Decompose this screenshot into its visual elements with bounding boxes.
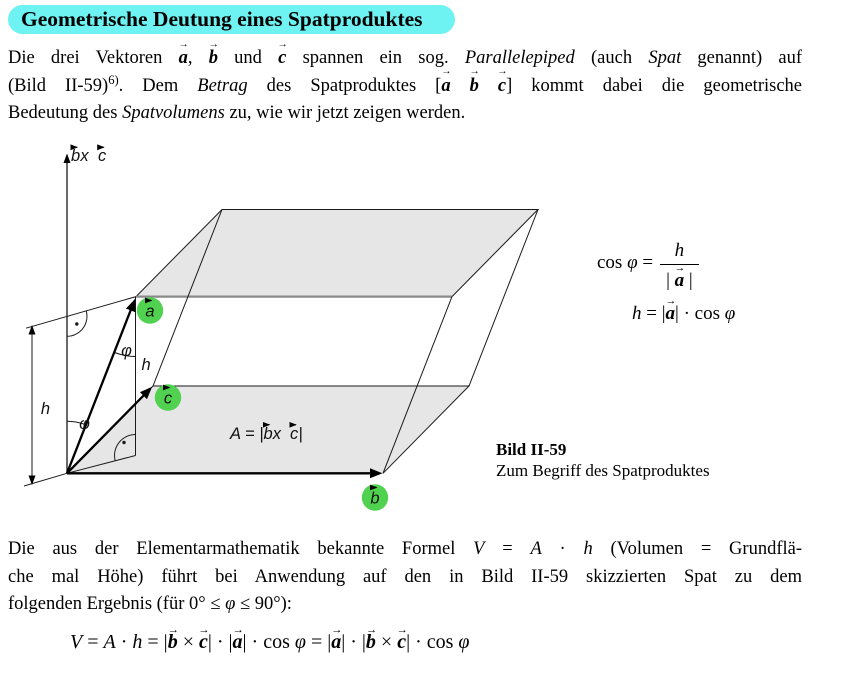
- volume-formula: V = A · h = |b → × c →| · |a →| · cos φ = |a →| · |b → × c →| · cos φ: [70, 631, 469, 654]
- figure-caption: [496, 440, 710, 481]
- body-line-1: Die aus der Elementarmathematik bekannte Formel V = A · h (Volumen = Grundflä-: [8, 539, 802, 559]
- area-label: [229, 425, 303, 443]
- svg-text:x: x: [272, 425, 282, 443]
- svg-text:b: b: [71, 147, 81, 165]
- section-title-highlight: [8, 5, 455, 34]
- figure-caption-text: Zum Begriff des Spatproduktes: [496, 460, 710, 480]
- section-title: Geometrische Deutung eines Spatproduktes: [21, 7, 423, 31]
- intro-line-2: (Bild II-59)$^{6)}$. Dem Betrag des Spatproduktes [a → b → c →] kommt dabei die geometrische: [8, 73, 802, 101]
- bxc-axis-label: [71, 147, 107, 165]
- body-line-3: folgenden Ergebnis (für 0° ≤ φ ≤ 90°):: [8, 594, 292, 614]
- top-face: [136, 210, 538, 297]
- cos-phi-lhs: cos φ =: [597, 252, 654, 273]
- svg-text:c: c: [290, 425, 299, 443]
- phi-upper-label: φ: [121, 342, 132, 360]
- svg-text:|: |: [298, 425, 303, 443]
- body-line-2: che mal Höhe) führt bei Anwendung auf den in Bild II-59 skizzierten Spat zu dem: [8, 566, 802, 587]
- h-outer-label: h: [40, 400, 51, 418]
- intro-line-3: Bedeutung des Spatvolumens zu, wie wir jetzt zeigen werden.: [8, 103, 466, 123]
- height-formula: h = |a →| · cos φ: [632, 303, 735, 325]
- svg-text:b: b: [263, 425, 273, 443]
- vector-a-label: a: [145, 302, 155, 321]
- fraction: [660, 240, 699, 292]
- fraction-denominator: | a → |: [660, 264, 699, 292]
- phi-lower-label: φ: [79, 415, 90, 433]
- h-inner-label: h: [141, 356, 151, 374]
- svg-text:c: c: [98, 147, 107, 165]
- svg-text:A = |: A = |: [230, 425, 264, 443]
- body-paragraph: [8, 536, 802, 619]
- svg-text:x: x: [80, 147, 89, 165]
- vector-b-label: b: [370, 489, 380, 508]
- fraction-numerator: h: [674, 240, 685, 261]
- cos-phi-formula: [597, 240, 699, 292]
- figure-caption-number: Bild II-59: [496, 440, 567, 459]
- vector-c-label: c: [163, 389, 173, 408]
- intro-line-1: Die drei Vektoren a →, b → und c → spannen ein sog. Parallelepiped (auch Spat genannt) auf: [8, 45, 802, 73]
- intro-paragraph: [8, 45, 802, 128]
